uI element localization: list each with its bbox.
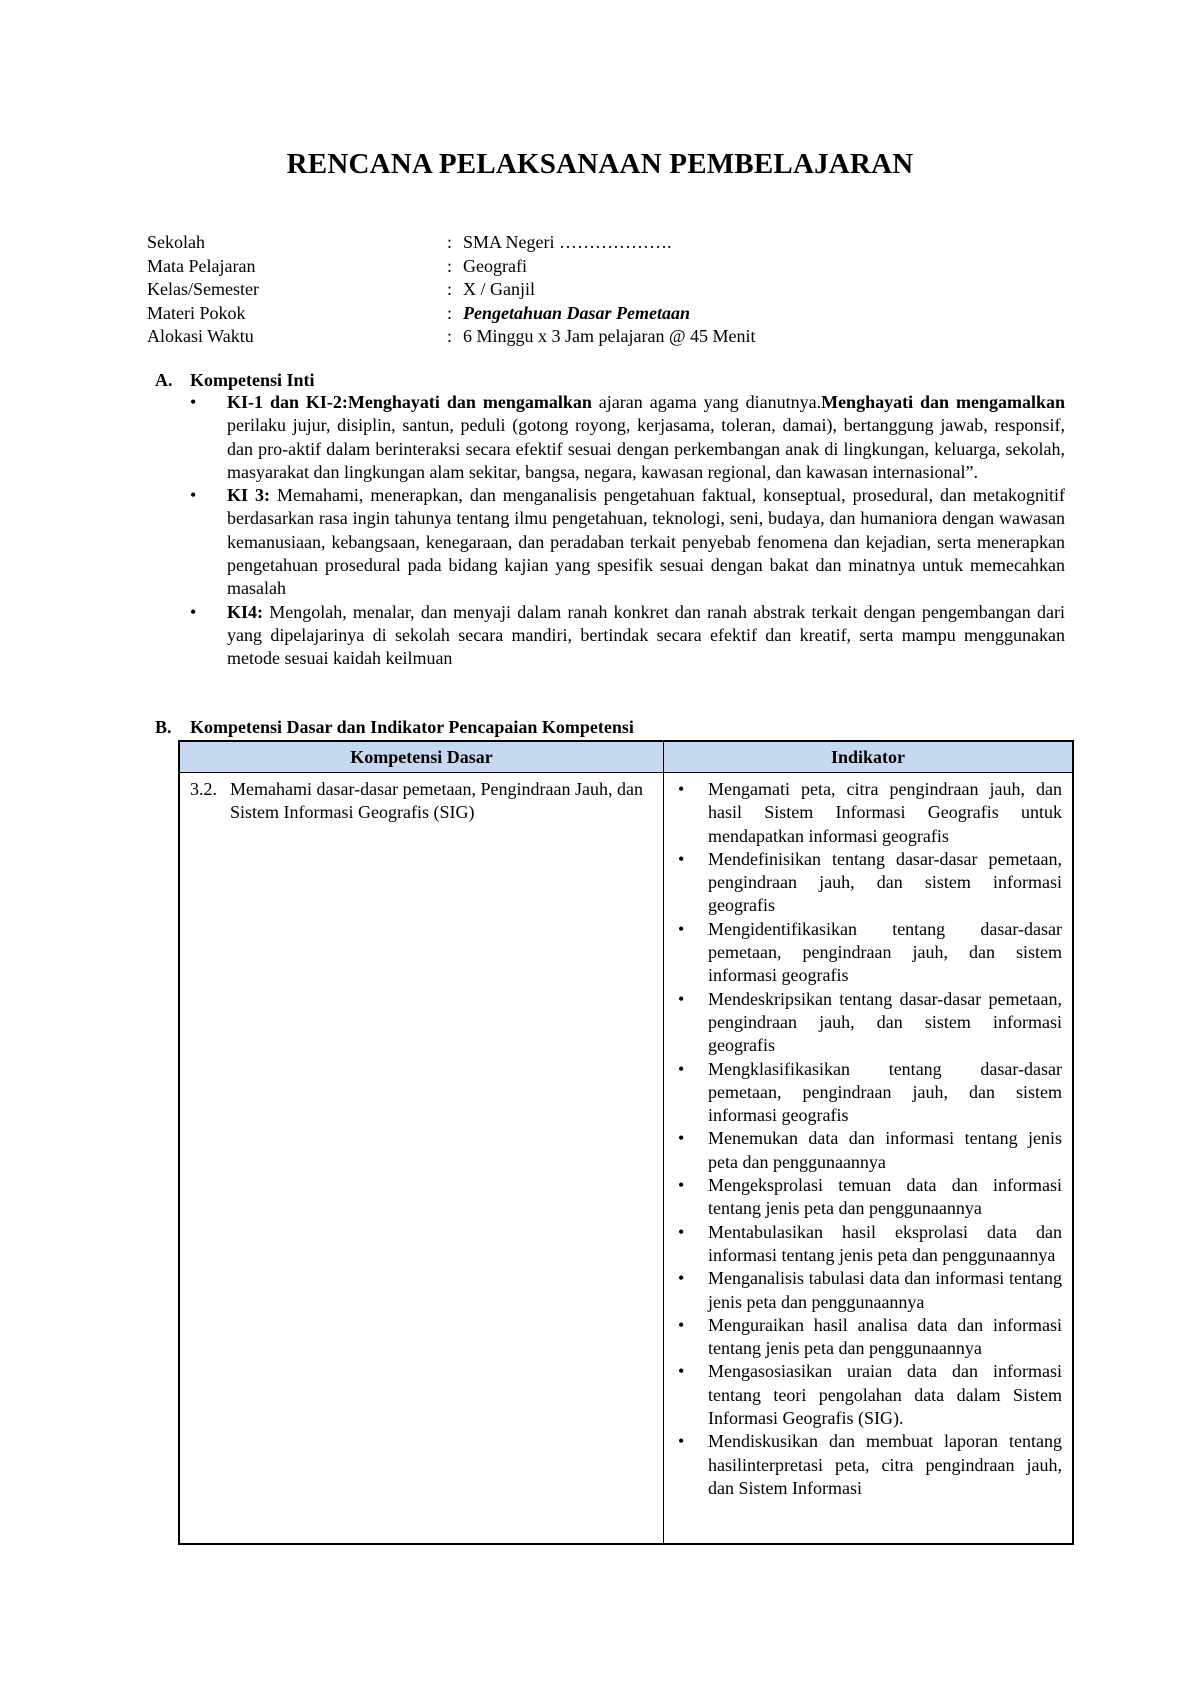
- kd-cell: [180, 773, 664, 1543]
- bullet-icon: •: [678, 779, 685, 799]
- section-letter: B.: [155, 717, 172, 737]
- bullet-icon: •: [678, 1128, 685, 1149]
- indicator-text: Mendiskusikan dan membuat laporan tentang hasilinterpretasi peta, citra pengindraan jauh, dan Sistem Informasi: [708, 1431, 1062, 1498]
- identity-row-materi-pokok: [147, 302, 756, 326]
- indicator-text: Mengasosiasikan uraian data dan informasi tentang teori pengolahan data dalam Sistem Informasi Geografis (SIG).: [708, 1361, 1062, 1429]
- identity-value: 6 Minggu x 3 Jam pelajaran @ 45 Menit: [463, 326, 756, 346]
- indicator-text: Mentabulasikan hasil eksprolasi data dan informasi tentang jenis peta dan penggunaannya: [708, 1221, 1062, 1265]
- ki-text: Memahami, menerapkan, dan menganalisis pengetahuan faktual, konseptual, prosedural, dan metakognitif berdasarkan rasa ingin tahunya tentang ilmu pengetahuan, teknologi, seni, budaya, dan humaniora dengan wawasan kemanusiaan, kebangsaan, kenegaraan, dan peradaban terkait penyebab fenomena dan kejadian, serta menerapkan pengetahuan prosedural pada bidang kajian yang spesifik sesuai dengan bakat dan minatnya untuk memecahkan masalah: [227, 485, 1065, 599]
- section-title: Kompetensi Dasar dan Indikator Pencapaian Kompetensi: [190, 717, 634, 737]
- ki-text: perilaku jujur, disiplin, santun, peduli (gotong royong, kerjasama, toleran, damai), bertanggung jawab, responsif, dan pro-aktif dalam berinteraksi secara efektif sesuai dengan perkembangan anak di lingkungan, keluarga, sekolah, masyarakat dan lingkungan alam sekitar, bangsa, negara, kawasan regional, dan kawasan internasional”.: [227, 415, 1065, 482]
- ki-text: Mengolah, menalar, dan menyaji dalam ranah konkret dan ranah abstrak terkait dengan pengembangan dari yang dipelajarinya di sekolah secara mandiri, bertindak secara efektif dan kreatif, serta mampu menggunakan metode sesuai kaidah keilmuan: [227, 601, 1065, 669]
- indicator-item: [676, 1360, 1062, 1430]
- bullet-icon: •: [678, 848, 685, 869]
- bullet-icon: •: [678, 1268, 685, 1289]
- bullet-icon: •: [678, 988, 685, 1009]
- table-header-row: [180, 742, 1072, 773]
- indicator-item: [676, 778, 1062, 848]
- bullet-icon: •: [190, 392, 197, 412]
- section-kompetensi-inti: [155, 370, 1065, 671]
- indicator-text: Mendeskripsikan tentang dasar-dasar pemetaan, pengindraan jauh, dan sistem informasi geografis: [708, 988, 1062, 1056]
- identity-row-mata-pelajaran: [147, 255, 756, 279]
- identity-row-kelas-semester: [147, 278, 756, 302]
- section-heading: [155, 717, 1075, 738]
- indicator-item: [676, 918, 1062, 988]
- section-kompetensi-dasar: [155, 717, 1075, 738]
- indicator-text: Mengamati peta, citra pengindraan jauh, dan hasil Sistem Informasi Geografis untuk mendapatkan informasi geografis: [708, 779, 1062, 846]
- indicator-item: [676, 1267, 1062, 1314]
- indicator-text: Menguraikan hasil analisa data dan informasi tentang jenis peta dan penggunaannya: [708, 1314, 1062, 1359]
- document-title: RENCANA PELAKSANAAN PEMBELAJARAN: [286, 148, 914, 180]
- identity-label: Sekolah: [147, 232, 205, 252]
- indicator-item: [676, 1127, 1062, 1174]
- identity-row-alokasi-waktu: [147, 325, 756, 349]
- indicator-text: Menemukan data dan informasi tentang jenis peta dan penggunaannya: [708, 1128, 1062, 1172]
- ki-bold-text: KI4:: [227, 601, 263, 622]
- identity-label: Kelas/Semester: [147, 279, 259, 299]
- ki-text: ajaran agama yang dianutnya.: [591, 392, 822, 412]
- column-header-indikator: Indikator: [830, 746, 906, 767]
- indicator-text: Mengeksprolasi temuan data dan informasi tentang jenis peta dan penggunaannya: [708, 1175, 1062, 1219]
- bullet-icon: •: [190, 485, 197, 506]
- identity-value: Pengetahuan Dasar Pemetaan: [463, 302, 691, 323]
- bullet-icon: •: [678, 1314, 685, 1335]
- indicator-cell: [664, 773, 1072, 1543]
- indicator-text: Menganalisis tabulasi data dan informasi tentang jenis peta dan penggunaannya: [708, 1268, 1062, 1312]
- identity-row-sekolah: [147, 231, 756, 255]
- list-item: [155, 391, 1065, 484]
- identity-value: SMA Negeri ……………….: [463, 232, 672, 252]
- ki-bold-text: Menghayati dan mengamalkan: [821, 392, 1066, 412]
- indicator-text: Mengklasifikasikan tentang dasar-dasar pemetaan, pengindraan jauh, dan sistem informasi geografis: [708, 1058, 1062, 1126]
- kd-indicator-table: [178, 740, 1074, 1545]
- ki-bold-text: KI-1 dan KI-2:Menghayati dan mengamalkan: [227, 392, 592, 412]
- indicator-item: [676, 1221, 1062, 1268]
- bullet-icon: •: [678, 1058, 685, 1079]
- indicator-item: [676, 1430, 1062, 1500]
- indicator-item: [676, 1314, 1062, 1361]
- indicator-item: [676, 1058, 1062, 1128]
- bullet-icon: •: [678, 1175, 685, 1196]
- identity-colon: :: [447, 326, 453, 346]
- indicator-text: Mengidentifikasikan tentang dasar-dasar pemetaan, pengindraan jauh, dan sistem informasi geografis: [708, 918, 1062, 986]
- bullet-icon: •: [190, 601, 197, 622]
- kd-number: 3.2.: [190, 779, 217, 799]
- indicator-item: [676, 988, 1062, 1058]
- section-title: Kompetensi Inti: [190, 370, 315, 390]
- indicator-item: [676, 848, 1062, 918]
- bullet-icon: •: [678, 918, 685, 939]
- bullet-icon: •: [678, 1361, 685, 1382]
- table-row: [180, 773, 1072, 1543]
- identity-label: Materi Pokok: [147, 302, 246, 323]
- identity-colon: :: [447, 255, 453, 276]
- bullet-icon: •: [678, 1431, 685, 1452]
- kd-entry: [190, 778, 653, 825]
- identity-value: Geografi: [463, 255, 527, 276]
- ki-bold-text: KI 3:: [227, 485, 270, 506]
- list-item: [155, 601, 1065, 671]
- section-heading: [155, 370, 1065, 391]
- identity-value: X / Ganjil: [463, 279, 535, 299]
- identity-colon: :: [447, 302, 453, 323]
- indicator-list: [664, 773, 1072, 1500]
- identity-colon: :: [447, 279, 453, 299]
- identity-colon: :: [447, 232, 453, 252]
- list-item: [155, 484, 1065, 600]
- bullet-icon: •: [678, 1221, 685, 1242]
- ki-list: [155, 391, 1065, 671]
- kd-text: Memahami dasar-dasar pemetaan, Pengindraan Jauh, dan Sistem Informasi Geografis (SIG): [230, 779, 643, 823]
- identity-block: [147, 231, 756, 349]
- column-header-kompetensi-dasar: Kompetensi Dasar: [180, 742, 664, 772]
- indicator-text: Mendefinisikan tentang dasar-dasar pemetaan, pengindraan jauh, dan sistem informasi geografis: [708, 848, 1062, 916]
- indicator-item: [676, 1174, 1062, 1221]
- identity-label: Alokasi Waktu: [147, 326, 254, 346]
- section-letter: A.: [155, 370, 173, 390]
- identity-label: Mata Pelajaran: [147, 255, 256, 276]
